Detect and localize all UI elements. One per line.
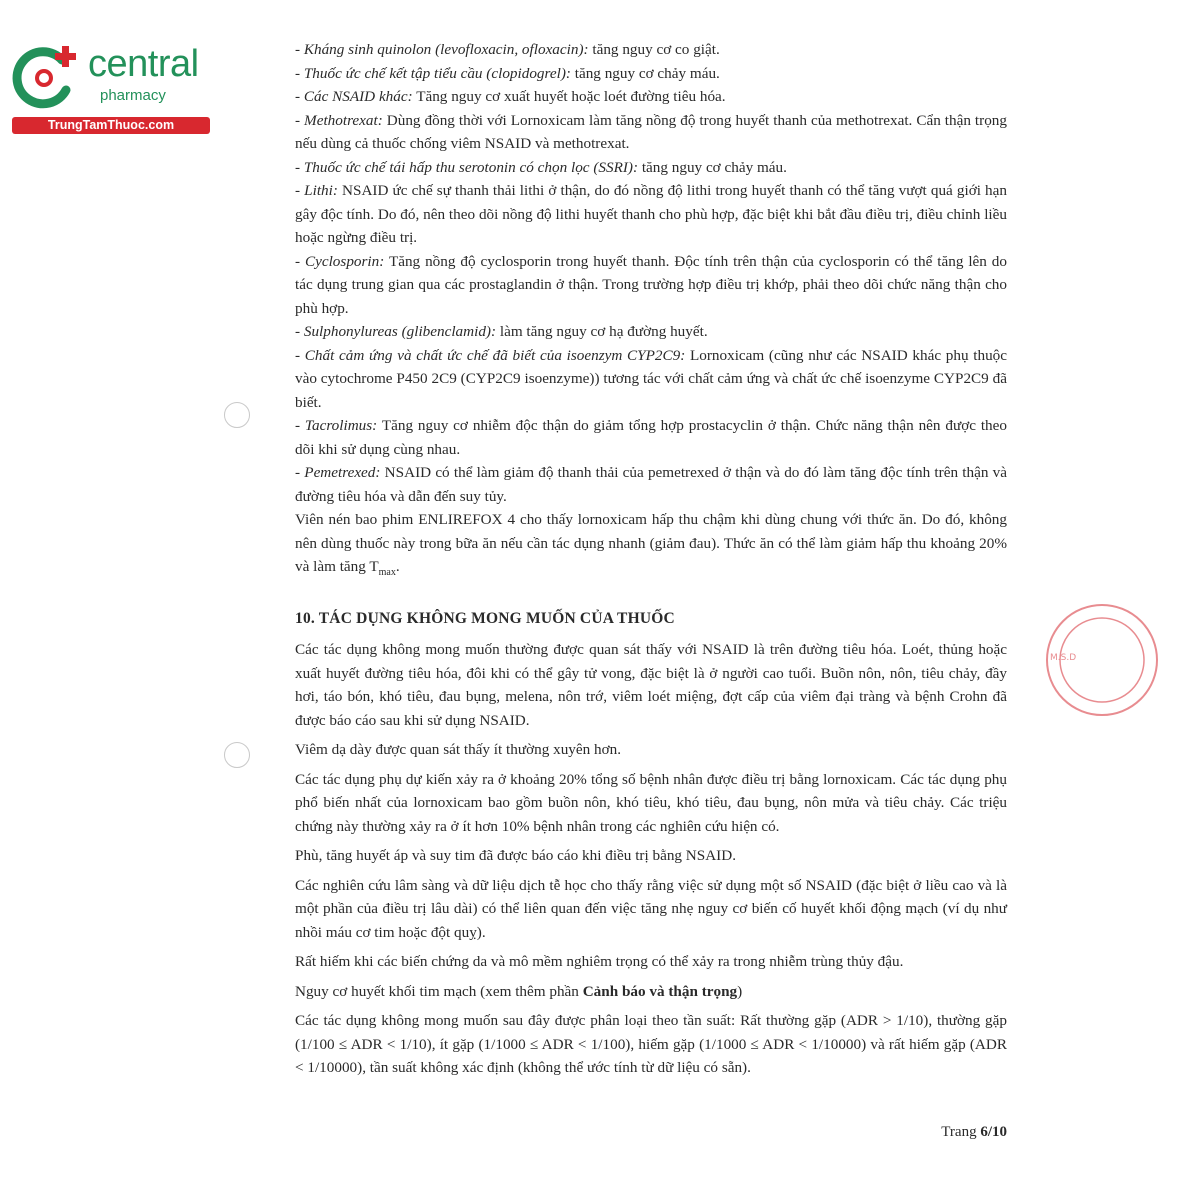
- interaction-item: - Thuốc ức chế tái hấp thu serotonin có chọn lọc (SSRI): tăng nguy cơ chảy máu.: [295, 158, 787, 176]
- food-paragraph: Viên nén bao phim ENLIREFOX 4 cho thấy lornoxicam hấp thu chậm khi dùng chung với thức ăn. Do đó, không nên dùng thuốc này trong bữa ăn nếu cần tác dụng nhanh (giảm đau). Thức ăn có thể làm giảm hấp thu khoảng 20% và làm tăng $T_{max}$.: [295, 511, 1007, 579]
- adr-paragraph: Phù, tăng huyết áp và suy tim đã được báo cáo khi điều trị bằng NSAID.: [295, 847, 737, 865]
- interaction-item: - Chất cảm ứng và chất ức chế đã biết của isoenzym CYP2C9: Lornoxicam (cũng như các NSAID khác phụ thuộc vào cytochrome P450 2C9 (CYP2C9 isoenzyme)) tương tác với chất cảm ứng và chất ức chế isoenzyme CYP2C9 đã biết.: [295, 346, 1008, 411]
- page-number: Trang 6/10: [941, 1124, 1007, 1140]
- interaction-item: - Tacrolimus: Tăng nguy cơ nhiễm độc thận do giảm tổng hợp prostacyclin ở thận. Chức năng thận nên được theo dõi khi sử dụng cùng nhau.: [295, 417, 1007, 458]
- punch-hole-icon: [224, 742, 250, 768]
- interaction-item: - Lithi: NSAID ức chế sự thanh thải lithi ở thận, do đó nồng độ lithi trong huyết thanh có thể tăng vượt quá giới hạn gây độc tính. Do đó, nên theo dõi nồng độ lithi huyết thanh cho phù hợp, đặc biệt khi bắt đầu điều trị, điều chỉnh liều hoặc ngừng điều trị.: [295, 182, 1007, 246]
- interaction-item: - Sulphonylureas (glibenclamid): làm tăng nguy cơ hạ đường huyết.: [295, 323, 708, 340]
- logo-name: central: [88, 43, 199, 85]
- adr-paragraph: Các nghiên cứu lâm sàng và dữ liệu dịch tễ học cho thấy rằng việc sử dụng một số NSAID (đặc biệt ở liều cao và là một phần của điều trị lâu dài) có thể liên quan đến việc tăng nhẹ nguy cơ biến cố huyết khối động mạch (ví dụ như nhồi máu cơ tim hoặc đột quỵ).: [295, 876, 1007, 941]
- frequency-paragraph: Các tác dụng không mong muốn sau đây được phân loại theo tần suất: Rất thường gặp (ADR > 1/10), thường gặp (1/100 ≤ ADR < 1/10), ít gặp (1/1000 ≤ ADR < 1/100), hiếm gặp (1/1000 ≤ ADR < 1/10000) và rất hiếm gặp (ADR < 1/10000), tần suất không xác định (không thể ước tính từ dữ liệu có sẵn).: [295, 1012, 1007, 1077]
- adr-paragraph: Rất hiếm khi các biến chứng da và mô mềm nghiêm trọng có thể xảy ra trong nhiễm trùng thủy đậu.: [295, 953, 904, 971]
- svg-text:M.S.D: M.S.D: [1050, 653, 1077, 663]
- interaction-item: - Cyclosporin: Tăng nồng độ cyclosporin trong huyết thanh. Độc tính trên thận của cyclosporin có thể tăng lên do tác dụng trung gian qua các prostaglandin ở thận. Trong trường hợp điều trị khớp, phải theo dõi chức năng thận cho phù hợp.: [295, 252, 1007, 317]
- document-page: [295, 38, 1007, 1080]
- adr-paragraph: Các tác dụng không mong muốn thường được quan sát thấy với NSAID là trên đường tiêu hóa. Loét, thủng hoặc xuất huyết đường tiêu hóa, đôi khi có thể gây tử vong, đặc biệt là ở người cao tuổi. Buồn nôn, nôn, tiêu chảy, đầy hơi, táo bón, khó tiêu, đau bụng, melena, nôn trớ, viêm loét miệng, đợt cấp của viêm đại tràng và bệnh Crohn đã được báo cáo sau khi sử dụng NSAID.: [295, 641, 1007, 729]
- adr-paragraph: Các tác dụng phụ dự kiến xảy ra ở khoảng 20% tổng số bệnh nhân được điều trị bằng lornoxicam. Các tác dụng phụ phổ biến nhất của lornoxicam bao gồm buồn nôn, khó tiêu, khó tiêu, đau bụng, nôn mửa và tiêu chảy. Các triệu chứng này thường xảy ra ở ít hơn 10% bệnh nhân trong các nghiên cứu hiện có.: [295, 770, 1007, 835]
- punch-hole-icon: [224, 402, 250, 428]
- adr-paragraph: Viêm dạ dày được quan sát thấy ít thường xuyên hơn.: [295, 741, 622, 759]
- interaction-item: - Methotrexat: Dùng đồng thời với Lornoxicam làm tăng nồng độ trong huyết thanh của methotrexat. Cẩn thận trọng nếu dùng cả thuốc chống viêm NSAID và methotrexat.: [295, 111, 1007, 152]
- pharmacy-logo-icon: [10, 40, 82, 112]
- section-title: 10. TÁC DỤNG KHÔNG MONG MUỐN CỦA THUỐC: [295, 609, 675, 627]
- logo-website: TrungTamThuoc.com: [12, 117, 210, 134]
- interaction-item: - Pemetrexed: NSAID có thể làm giảm độ thanh thải của pemetrexed ở thận và do đó làm tăng độc tính trên thận và đường tiêu hóa và dẫn đến suy tủy.: [295, 464, 1007, 505]
- interaction-item: - Các NSAID khác: Tăng nguy cơ xuất huyết hoặc loét đường tiêu hóa.: [295, 88, 726, 105]
- interaction-item: - Thuốc ức chế kết tập tiểu cầu (clopidogrel): tăng nguy cơ chảy máu.: [295, 64, 720, 82]
- risk-paragraph: Nguy cơ huyết khối tim mạch (xem thêm phần Cảnh báo và thận trọng): [295, 982, 743, 1000]
- seal-stamp-icon: [1042, 600, 1077, 720]
- interaction-item: - Kháng sinh quinolon (levofloxacin, ofloxacin): tăng nguy cơ co giật.: [295, 41, 720, 58]
- pharmacy-logo: [10, 36, 215, 136]
- logo-subtitle: pharmacy: [100, 87, 166, 104]
